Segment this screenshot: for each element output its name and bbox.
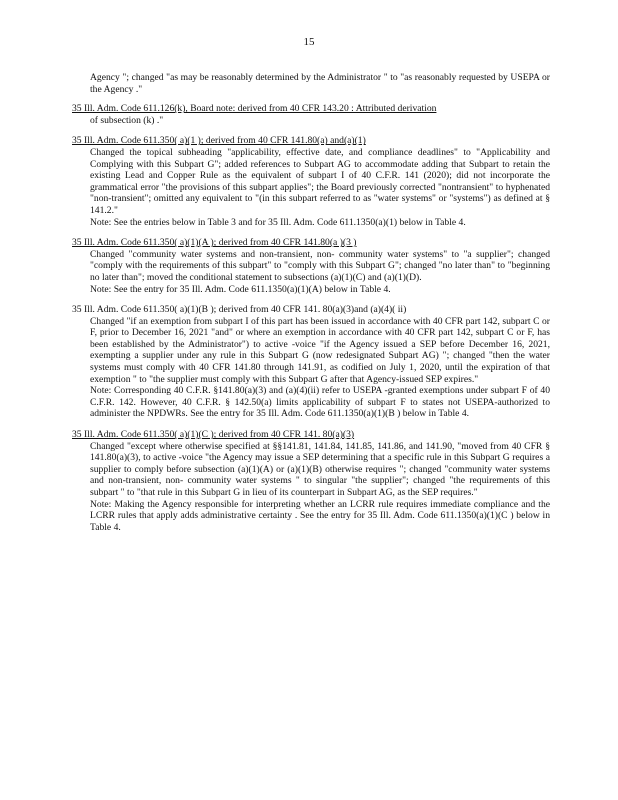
- entry-611-350-a-1-C: [72, 429, 550, 533]
- entry-citation: 35 Ill. Adm. Code 611.126(k), Board note: derived from 40 CFR 143.20 : Attributed derivation: [72, 103, 437, 115]
- entry-citation: 35 Ill. Adm. Code 611.350( a)(1 ); derived from 40 CFR 141.80(a) and(a)(1): [72, 135, 366, 147]
- document-body: [72, 72, 550, 542]
- entry-611-126-k: [72, 103, 550, 126]
- entry-continuation: [72, 72, 550, 95]
- entry-611-350-a-1: [72, 135, 550, 228]
- entry-note: Note: Making the Agency responsible for interpreting whether an LCRR rule requires immediate compliance and the LCRR rules that apply adds administrative certainty . See the entry for 35 Ill. Adm. Code 611.1350(a)(1)(C ) below in Table 4.: [90, 498, 550, 533]
- entry-body: Agency "; changed "as may be reasonably determined by the Administrator " to "as reasonably requested by USEPA or the Agency .": [90, 72, 550, 95]
- entry-611-350-a-1-A: [72, 237, 550, 295]
- entry-note: Note: See the entry for 35 Ill. Adm. Code 611.1350(a)(1)(A) below in Table 4.: [90, 283, 391, 295]
- entry-citation: 35 Ill. Adm. Code 611.350( a)(1)(C ); derived from 40 CFR 141. 80(a)(3): [72, 429, 355, 441]
- entry-body: Changed "community water systems and non-transient, non- community water systems" to "a supplier"; changed "comply with the requirements of this subpart" to "comply with this Subpart G"; changed "no later than" to "beginning no later than"; moved the conditional statement to subsections (a)(1)(C) and (a)(1)(D).: [90, 248, 550, 283]
- entry-body: of subsection (k) .": [90, 114, 164, 126]
- entry-note: Note: See the entries below in Table 3 and for 35 Ill. Adm. Code 611.1350(a)(1) below in Table 4.: [90, 216, 466, 228]
- entry-body: Changed "except where otherwise specified at §§141.81, 141.84, 141.85, 141.86, and 141.90, "moved from 40 CFR § 141.80(a)(3), to active -voice "the Agency may issue a SEP determining that a specific rule in this Subpart G requires a supplier to comply before subsection (a)(1)(A) or (a)(1)(B) otherwise requires "; changed "community water systems and non-transient, non- community water systems " to singular "the supplier"; changed "the requirements of this subpart " to "that rule in this Subpart G in lieu of its counterpart in Subpart AG, as the SEP requires.": [90, 440, 550, 498]
- entry-body: Changed "if an exemption from subpart I of this part has been issued in accordance with 40 CFR part 142, subpart C or F, prior to December 16, 2021 "and" or where an exemption in accordance with 40 CFR part 142, subpart C or F, has been established by the Administrator") to active -voice "if the Agency issued a SEP before December 16, 2021, exempting a supplier under any rule in this Subpart G (now redesignated Subpart AG) "; changed "then the water systems must comply with 40 CFR 141.80 through 141.91, as codified on July 1, 2020, until the expiration of that exemption " to "the supplier must comply with this Subpart G after that Agency-issued SEP expires.": [90, 315, 550, 385]
- entry-citation: 35 Ill. Adm. Code 611.350( a)(1)(B ); derived from 40 CFR 141. 80(a)(3)and (a)(4)( ii): [72, 304, 407, 316]
- entry-body: Changed the topical subheading "applicability, effective date, and compliance deadlines" to "Applicability and Complying with this Subpart G"; added references to Subpart AG to accommodate adding that Subpart to retain the existing Lead and Copper Rule as the equivalent of subpart I of 40 C.F.R. 141 (2020); did not incorporate the grammatical error "the provisions of this subpart applies"; the Board previously corrected "nontransient" to hyphenated "non-transient"; omitted any equivalent to "(in this subpart referred to as "water systems" or "systems") as defined at § 141.2.": [90, 146, 550, 216]
- page-number: 15: [303, 36, 315, 48]
- entry-611-350-a-1-B: [72, 304, 550, 420]
- entry-citation: 35 Ill. Adm. Code 611.350( a)(1)(A ); derived from 40 CFR 141.80(a )(3 ): [72, 237, 357, 249]
- entry-note: Note: Corresponding 40 C.F.R. §141.80(a)(3) and (a)(4)(ii) refer to USEPA -granted exemptions under subpart F of 40 C.F.R. 142. However, 40 C.F.R. § 142.50(a) limits applicability of subpart F to states not USEPA-authorized to administer the NPDWRs. See the entry for 35 Ill. Adm. Code 611.1350(a)(1)(B ) below in Table 4.: [90, 385, 550, 420]
